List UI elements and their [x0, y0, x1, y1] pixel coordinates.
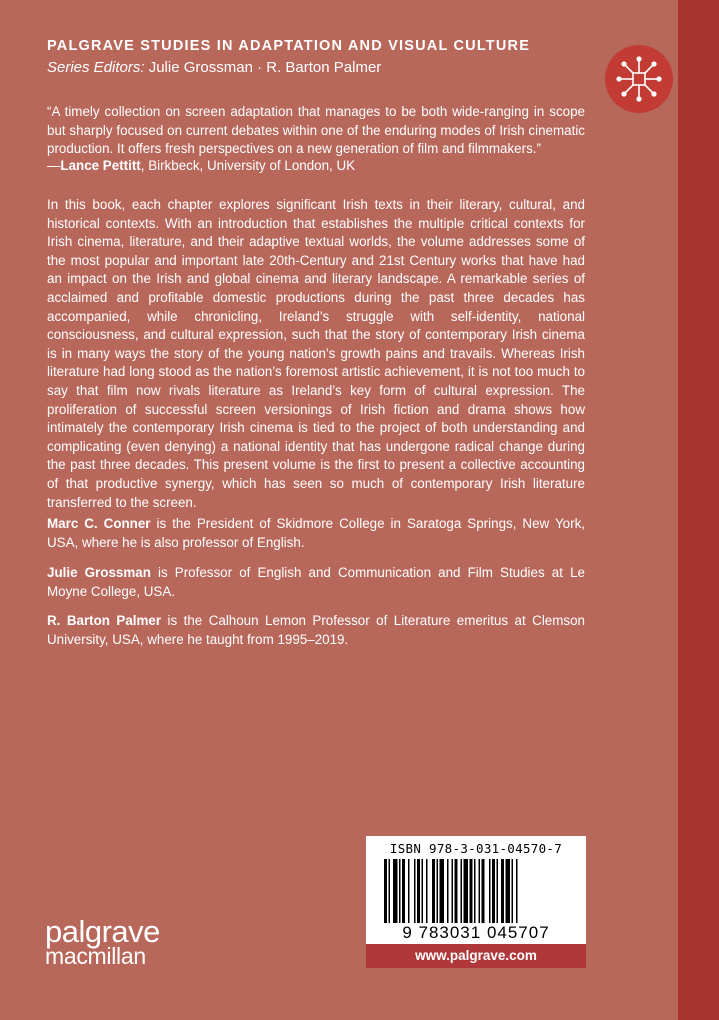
barcode-bar	[399, 859, 401, 923]
barcode	[384, 859, 568, 923]
series-title: PALGRAVE STUDIES IN ADAPTATION AND VISUAL CULTURE	[47, 38, 531, 54]
isbn-label: ISBN 978-3-031-04570-7	[389, 841, 563, 856]
barcode-bar	[479, 859, 481, 923]
barcode-bar	[492, 859, 495, 923]
barcode-bar	[516, 859, 518, 923]
barcode-bar	[464, 859, 469, 923]
spine-strip	[678, 0, 719, 1020]
barcode-bar	[437, 859, 439, 923]
palgrave-logo-icon	[605, 45, 673, 113]
series-editors-names: Julie Grossman · R. Barton Palmer	[148, 59, 382, 76]
bio-name: Julie Grossman	[47, 565, 151, 580]
publisher-url[interactable]: www.palgrave.com	[366, 944, 586, 968]
publisher-logo-macmillan: macmillan	[45, 943, 146, 969]
publisher-logo-palgrave: palgrave	[45, 914, 160, 949]
barcode-bar	[470, 859, 473, 923]
barcode-bar	[393, 859, 398, 923]
endorsement-quote: “A timely collection on screen adaptation that manages to be both wide-ranging in scope but sharply focused on current debates within one of the enduring modes of Irish cinematic production. It offers fresh perspectives on a new generation of film and filmmakers.”	[47, 104, 585, 157]
barcode-bar	[455, 859, 458, 923]
barcode-bar	[414, 859, 416, 923]
bio-marc-conner	[47, 515, 585, 552]
quote-attribution	[47, 158, 355, 173]
barcode-bar	[497, 859, 499, 923]
quote-affiliation: , Birkbeck, University of London, UK	[140, 158, 356, 173]
barcode-bar	[452, 859, 454, 923]
barcode-bar	[474, 859, 476, 923]
barcode-bar	[512, 859, 514, 923]
barcode-bar	[417, 859, 420, 923]
barcode-bar	[461, 859, 463, 923]
barcode-bar	[447, 859, 449, 923]
bio-text: is the Calhoun Lemon Professor of Literature emeritus at Clemson University, USA, where he taught from 1995–2019.	[47, 613, 585, 647]
quote-dash: —	[47, 158, 61, 173]
barcode-bar	[432, 859, 435, 923]
barcode-bar	[384, 859, 387, 923]
barcode-bar	[408, 859, 410, 923]
barcode-bar	[489, 859, 491, 923]
series-editors	[47, 59, 381, 76]
bio-name: R. Barton Palmer	[47, 613, 162, 628]
series-editors-label: Series Editors:	[47, 59, 145, 76]
bio-name: Marc C. Conner	[47, 516, 151, 531]
barcode-bar	[402, 859, 405, 923]
bio-text: is Professor of English and Communication and Film Studies at Le Moyne College, USA.	[47, 565, 585, 599]
book-description: In this book, each chapter explores significant Irish texts in their literary, cultural, and historical contexts. With an introduction that establishes the multiple critical contexts for Irish cinema, literature, and their adaptive textual worlds, the volume addresses some of the most popular and important late 20th-Century and 21st Century works that have had an impact on the Irish and global cinema and literary landscape. A remarkable series of acclaimed and profitable domestic productions during the past three decades has accompanied, while chronicling, Ireland’s struggle with self-identity, national consciousness, and cultural expression, such that the story of contemporary Irish cinema is in many ways the story of the young nation’s growth pains and travails. Whereas Irish literature had long stood as the nation’s foremost artistic achievement, it is not too much to say that film now rivals literature as Ireland’s key form of cultural expression. The proliferation of successful screen versionings of Irish fiction and drama shows how intimately the contemporary Irish cinema is tied to the project of both understanding and complicating (even denying) a national identity that has undergone radical change during the past three decades. This present volume is the first to present a collective accounting of that productive synergy, which has seen so much of contemporary Irish literature transferred to the screen.	[47, 197, 585, 510]
barcode-bar	[482, 859, 485, 923]
bio-julie-grossman	[47, 564, 585, 601]
barcode-bar	[389, 859, 391, 923]
barcode-bar	[422, 859, 424, 923]
barcode-bar	[426, 859, 428, 923]
bio-text: is the President of Skidmore College in Saratoga Springs, New York, USA, where he is also professor of English.	[47, 516, 585, 550]
barcode-bar	[440, 859, 445, 923]
bio-barton-palmer	[47, 612, 585, 649]
quote-author: Lance Pettitt	[60, 158, 141, 173]
barcode-bar	[501, 859, 504, 923]
barcode-number: 9 783031 045707	[402, 923, 550, 942]
barcode-bar	[506, 859, 511, 923]
